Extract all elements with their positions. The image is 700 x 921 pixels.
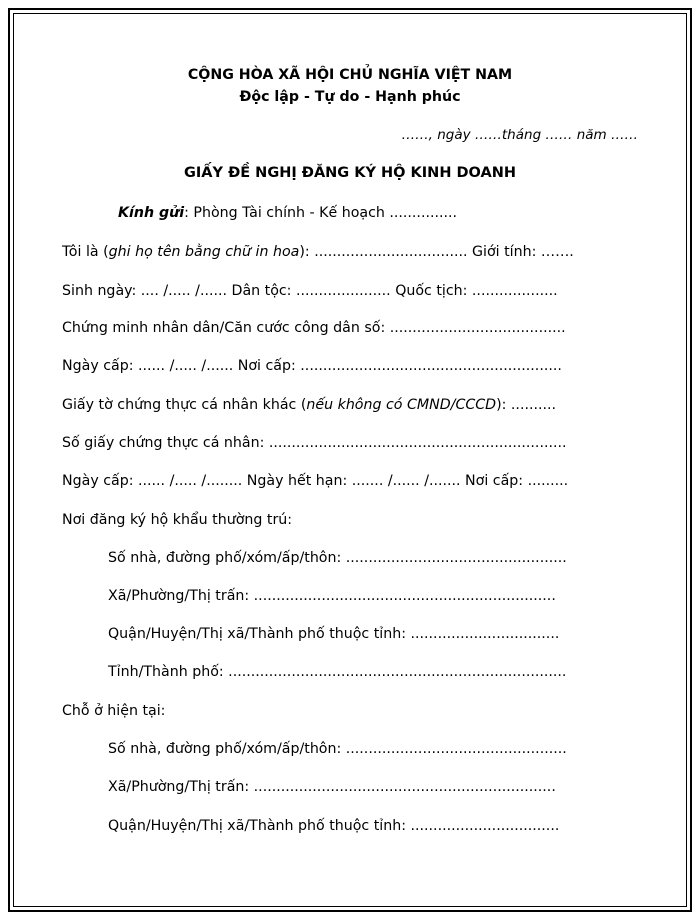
name-prefix: Tôi là ( <box>62 244 109 260</box>
permanent-street-field: Số nhà, đường phố/xóm/ấp/thôn: ................................................. <box>108 550 567 566</box>
permanent-address-heading: Nơi đăng ký hộ khẩu thường trú: <box>62 512 293 528</box>
other-doc-hint: nếu không có CMND/CCCD <box>306 397 497 413</box>
recipient-value: : Phòng Tài chính - Kế hoạch ............... <box>184 205 458 221</box>
permanent-district-field: Quận/Huyện/Thị xã/Thành phố thuộc tỉnh: ................................. <box>108 626 560 642</box>
other-doc-suffix: ): .......... <box>496 397 557 413</box>
issue-field: Ngày cấp: ...... /..... /...... Nơi cấp: .......................................................... <box>62 358 562 374</box>
current-address-heading: Chỗ ở hiện tại: <box>62 703 166 719</box>
other-doc-number-field: Số giấy chứng thực cá nhân: .................................................................. <box>62 435 567 451</box>
country-heading: CỘNG HÒA XÃ HỘI CHỦ NGHĨA VIỆT NAM <box>187 67 513 83</box>
page-border-inner <box>13 13 687 907</box>
permanent-province-field: Tỉnh/Thành phố: ........................................................................... <box>108 664 567 680</box>
other-doc-field <box>62 396 556 414</box>
motto: Độc lập - Tự do - Hạnh phúc <box>239 89 461 105</box>
name-hint: ghi họ tên bằng chữ in hoa <box>108 244 300 260</box>
id-number-field: Chứng minh nhân dân/Căn cước công dân số: ....................................... <box>62 320 566 336</box>
recipient-line <box>118 204 457 222</box>
date-line: ……, ngày ……tháng …… năm …… <box>401 127 638 143</box>
current-ward-field: Xã/Phường/Thị trấn: ................................................................... <box>108 779 556 795</box>
name-suffix: ): .................................. Giới tính: ……. <box>299 244 574 260</box>
current-street-field: Số nhà, đường phố/xóm/ấp/thôn: ................................................. <box>108 741 567 757</box>
document-title: GIẤY ĐỀ NGHỊ ĐĂNG KÝ HỘ KINH DOANH <box>184 165 516 181</box>
birth-field: Sinh ngày: .... /..... /...... Dân tộc: ..................... Quốc tịch: ................... <box>62 283 558 299</box>
other-doc-prefix: Giấy tờ chứng thực cá nhân khác ( <box>62 397 307 413</box>
permanent-ward-field: Xã/Phường/Thị trấn: ................................................................... <box>108 588 556 604</box>
name-field <box>62 243 574 261</box>
other-doc-dates-field: Ngày cấp: ...... /..... /........ Ngày hết hạn: ....... /...... /....... Nơi cấp: ......... <box>62 473 569 489</box>
current-district-field: Quận/Huyện/Thị xã/Thành phố thuộc tỉnh: ................................. <box>108 818 560 834</box>
recipient-label: Kính gửi <box>118 205 185 221</box>
